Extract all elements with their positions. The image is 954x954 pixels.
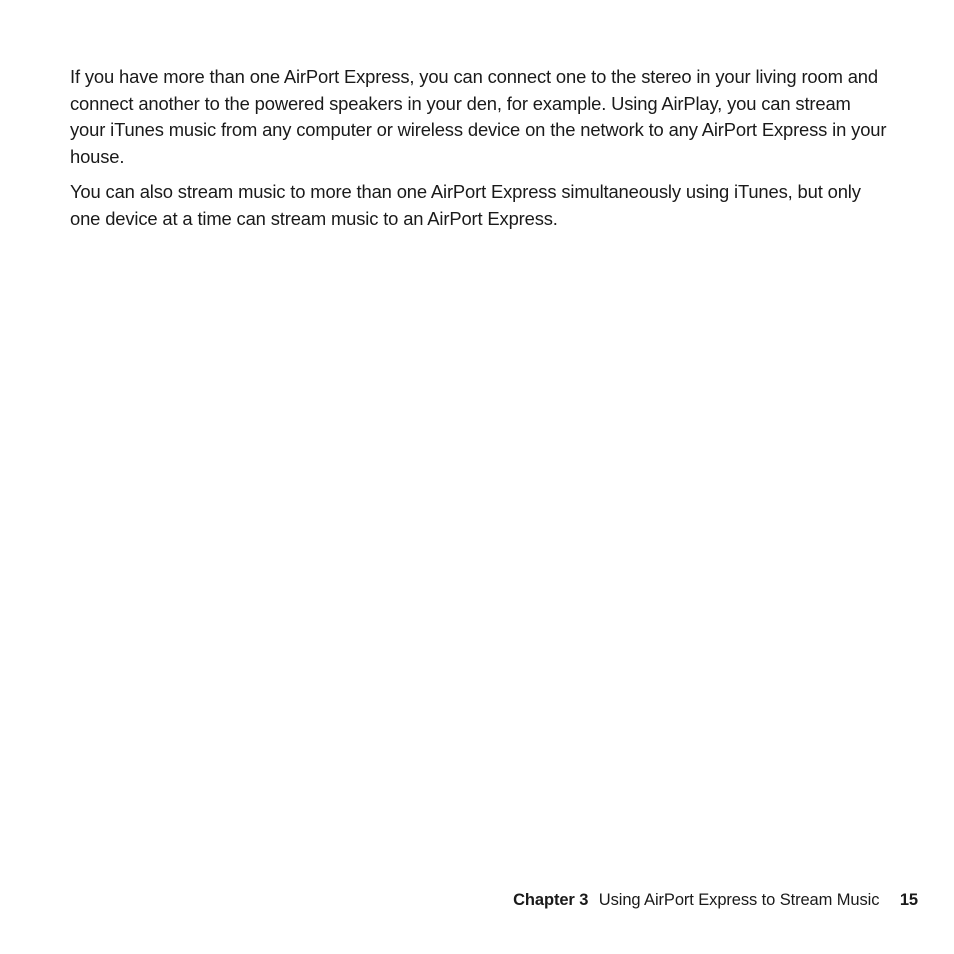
footer-chapter-title: Using AirPort Express to Stream Music [598, 891, 880, 909]
page-number: 15 [899, 891, 918, 909]
page-content [70, 64, 890, 241]
footer-chapter-label: Chapter 3 [513, 891, 589, 909]
body-paragraph-2: You can also stream music to more than one AirPort Express simultaneously using iTunes, but only one device at a time can stream music to an AirPort Express. [70, 181, 861, 229]
body-paragraph-1: If you have more than one AirPort Express, you can connect one to the stereo in your living room and connect another to the powered speakers in your den, for example. Using AirPlay, you can stream your iTunes music from any computer or wireless device on the network to any AirPort Express in your house. [70, 66, 887, 167]
page-footer [513, 889, 918, 911]
